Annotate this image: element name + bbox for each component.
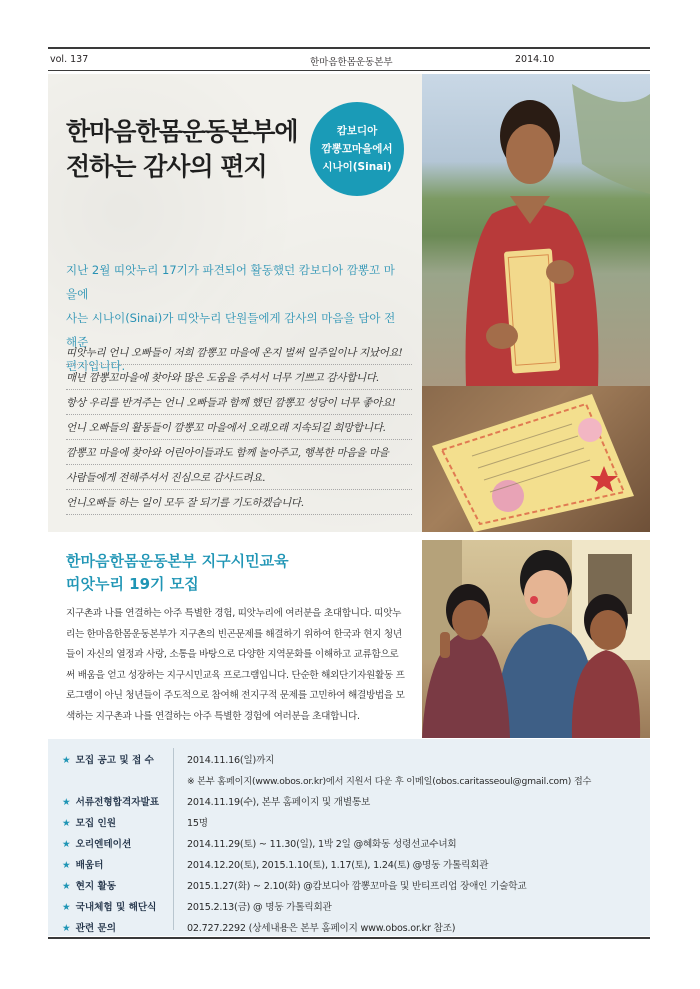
info-value: 2014.12.20(토), 2015.1.10(토), 1.17(토), 1.24(토) @명동 가톨릭회관 <box>187 860 489 871</box>
info-row <box>48 853 650 873</box>
info-value: 02.727.2292 (상세내용은 본부 홈페이지 www.obos.or.kr 참조) <box>187 923 456 934</box>
star-icon: ★ <box>62 755 71 766</box>
description-line: 지구촌과 나를 연결하는 아주 특별한 경험, 띠앗누리에 여러분을 초대합니다. 띠앗누 <box>66 608 402 619</box>
info-row <box>48 874 650 894</box>
info-row <box>48 811 650 831</box>
handwritten-letter <box>66 340 412 515</box>
volunteer-children-illustration <box>422 540 650 738</box>
star-icon: ★ <box>62 839 71 850</box>
info-label <box>62 836 131 850</box>
info-value: 2014.11.16(일)까지 <box>187 755 275 766</box>
info-row <box>48 769 650 789</box>
info-label-text: 모집 공고 및 접 수 <box>75 755 154 766</box>
photo-volunteer-with-children <box>422 540 650 738</box>
organization-name: 한마음한몸운동본부 <box>310 57 393 68</box>
intro-line: 지난 2월 띠앗누리 17기가 파견되어 활동했던 캄보디아 깜뽕꼬 마을에 <box>66 263 395 301</box>
letter-line: 언니오빠들 하는 일이 모두 잘 되기를 기도하겠습니다. <box>66 490 412 515</box>
recruit-description <box>66 604 412 728</box>
letter-title <box>66 114 298 184</box>
description-line: 리는 한마음한몸운동본부가 지구촌의 빈곤문제를 해결하기 위하여 한국과 현지 청년 <box>66 628 402 640</box>
info-row <box>48 790 650 810</box>
top-rule <box>48 47 650 49</box>
badge-line: 캄보디아 <box>336 125 378 137</box>
info-label <box>62 878 116 892</box>
photo-girl-illustration <box>422 74 650 386</box>
info-label-text: 서류전형합격자발표 <box>75 797 160 808</box>
letter-line: 매년 깜뽕꼬마을에 찾아와 많은 도움을 주셔서 너무 기쁘고 감사합니다. <box>66 365 412 390</box>
letter-line: 언니 오빠들의 활동들이 깜뽕꼬 마을에서 오래오래 지속되길 희망합니다. <box>66 415 412 440</box>
page-header <box>48 52 650 68</box>
info-value: 2014.11.29(토) ~ 11.30(일), 1박 2일 @혜화동 성령선교수녀회 <box>187 839 457 850</box>
photo-girl-holding-letter <box>422 74 650 386</box>
star-icon: ★ <box>62 902 71 913</box>
info-row <box>48 916 650 936</box>
info-label-text: 관련 문의 <box>75 923 117 934</box>
recruit-title-line: 띠앗누리 19기 모집 <box>66 575 199 593</box>
info-label-text: 오리엔테이션 <box>75 839 132 850</box>
letter-line: 사람들에게 전해주셔서 진심으로 감사드려요. <box>66 465 412 490</box>
info-row <box>48 832 650 852</box>
sender-badge <box>310 102 404 196</box>
volume-number: vol. 137 <box>50 54 89 65</box>
info-value: 2015.2.13(금) @ 명동 가톨릭회관 <box>187 902 332 913</box>
info-value: 2015.1.27(화) ~ 2.10(화) @캄보디아 깜뽕꼬마을 및 반티프리업 장애인 기술학교 <box>187 881 527 892</box>
intro-line: 편지입니다. <box>66 359 126 373</box>
header-rule <box>48 70 650 71</box>
info-label-text: 국내체험 및 해단식 <box>75 902 157 913</box>
letter-line: 항상 우리를 반겨주는 언니 오빠들과 함께 했던 깜뽕꼬 성당이 너무 좋아요! <box>66 390 412 415</box>
star-icon: ★ <box>62 818 71 829</box>
letter-line: 깜뽕꼬 마을에 찾아와 어린아이들과도 함께 놀아주고, 행복한 마음을 마을 <box>66 440 412 465</box>
description-line: 색하는 지구촌과 나를 연결하는 아주 특별한 경험에 여러분을 초대합니다. <box>66 710 360 722</box>
intro-line: 사는 시나이(Sinai)가 띠앗누리 단원들에게 감사의 마음을 담아 전해준 <box>66 311 396 349</box>
letter-title-line: 한마음한몸운동본부에 <box>66 117 298 146</box>
star-icon: ★ <box>62 881 71 892</box>
info-label <box>62 857 103 871</box>
info-label-text: 현지 활동 <box>75 881 117 892</box>
info-divider <box>173 748 174 930</box>
recruit-info-box <box>48 739 650 936</box>
description-line: 로그램이 아닌 청년들이 주도적으로 참여해 전지구적 문제를 고민하여 해결방법을 모 <box>66 690 405 702</box>
issue-date: 2014.10 <box>515 54 555 65</box>
badge-line: 깜뽕꼬마을에서 <box>321 143 393 155</box>
info-label <box>62 794 159 808</box>
star-icon: ★ <box>62 923 71 934</box>
info-label <box>62 899 156 913</box>
photo-letter-closeup <box>422 386 650 532</box>
info-label <box>62 920 116 934</box>
info-label-text: 모집 인원 <box>75 818 117 829</box>
letter-title-line: 전하는 감사의 편지 <box>66 152 267 181</box>
info-label-text: 배움터 <box>75 860 104 871</box>
letter-line: 띠앗누리 언니 오빠들이 저희 깜뽕꼬 마을에 온지 벌써 일주일이나 지났어요! <box>66 340 412 365</box>
info-value: 15명 <box>187 818 208 829</box>
description-line: 들이 자신의 열정과 사랑, 소통을 바탕으로 다양한 지역문화를 이해하고 교류함으로 <box>66 649 399 661</box>
recruit-title-line: 한마음한몸운동본부 지구시민교육 <box>66 552 289 570</box>
star-icon: ★ <box>62 797 71 808</box>
bottom-rule <box>48 937 650 939</box>
recruit-title <box>66 550 289 596</box>
info-row <box>48 895 650 915</box>
badge-line: 시나이(Sinai) <box>322 161 392 173</box>
description-line: 써 배움을 얻고 성장하는 지구시민교육 프로그램입니다. 단순한 해외단기자원활동 프 <box>66 669 405 681</box>
info-label <box>62 752 154 766</box>
info-row <box>48 748 650 768</box>
info-value: 2014.11.19(수), 본부 홈페이지 및 개별통보 <box>187 797 371 808</box>
info-label <box>62 815 116 829</box>
info-note: ※ 본부 홈페이지(www.obos.or.kr)에서 지원서 다운 후 이메일(obos.caritasseoul@gmail.com) 접수 <box>187 776 592 787</box>
letter-closeup-illustration <box>422 386 650 532</box>
star-icon: ★ <box>62 860 71 871</box>
